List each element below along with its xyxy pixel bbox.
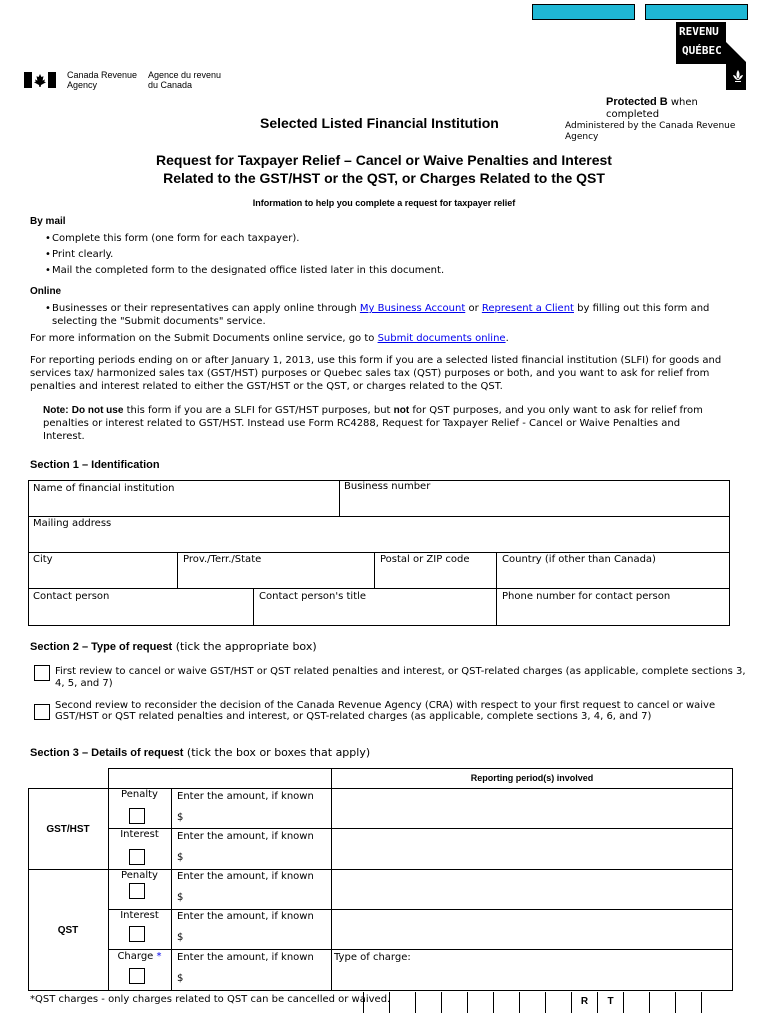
mailing-address-field[interactable] [29,531,729,551]
phone-field[interactable] [497,604,729,625]
qst-interest-label: Interest [120,910,159,921]
mail-item-1-text: • Complete this form (one form for each taxpayer). [52,233,300,244]
city-label: City [33,554,53,565]
bn-letter-t: T [597,992,623,1013]
qst-penalty-dollar: $ [177,892,184,903]
section2-heading-line [30,640,317,653]
mail-item-2-text: • Print clearly. [52,249,114,260]
qst-interest-checkbox[interactable] [129,926,145,942]
bn-acct-1 [623,992,649,1013]
type-of-charge-field[interactable] [332,965,732,990]
reporting-period-header: Reporting period(s) involved [470,773,594,783]
qst-interest-amount-field[interactable] [186,929,330,948]
gst-penalty-checkbox[interactable] [129,808,145,824]
gst-interest-period-field[interactable] [332,829,732,869]
contact-person-field[interactable] [29,604,252,625]
type-of-charge-label: Type of charge: [334,952,411,963]
mail-item-1 [45,232,299,245]
gst-penalty-dollar: $ [177,812,184,823]
gst-interest-label: Interest [120,829,159,840]
section2-heading: Section 2 – Type of request [30,641,173,653]
details-col-type-divider [171,788,172,991]
section2-heading-note: (tick the appropriate box) [172,640,317,653]
id-row-divider-1 [28,516,730,517]
represent-a-client-link[interactable]: Represent a Client [481,303,574,314]
qst-penalty-period-field[interactable] [332,870,732,909]
business-number-label: Business number [344,481,431,492]
contact-title-field[interactable] [254,604,495,625]
form-title: Selected Listed Financial Institution [260,115,499,131]
qst-label: QST [57,925,79,936]
gst-penalty-label: Penalty [121,789,158,800]
online-text-b: by filling out this form and selecting the "Submit documents" service. [52,303,710,327]
note-text-a: this form if you are a SLFI for GST/HST purposes, but [123,405,394,416]
mail-item-3 [45,264,444,277]
revenu-quebec-line2: QUÉBEC [682,44,722,57]
qst-charges-footnote: *QST charges - only charges related to QST can be cancelled or waived. [30,994,391,1005]
bn-digit-2 [389,992,415,1013]
my-business-account-link[interactable]: My Business Account [359,303,466,314]
submit-documents-online-link[interactable]: Submit documents online [377,333,506,344]
qst-penalty-amount-label: Enter the amount, if known [177,871,314,882]
note-not: not [393,405,410,416]
note-label: Note: [43,405,69,416]
more-info-text-b: . [505,333,509,344]
protected-completed: completed [606,109,660,120]
bn-acct-3 [675,992,701,1013]
main-title-line2: Related to the GST/HST or the QST, or Charges Related to the QST [163,170,605,186]
qst-penalty-label: Penalty [121,870,158,881]
mail-item-2 [45,248,113,261]
first-review-checkbox[interactable] [34,665,50,681]
online-text-or: or [465,303,482,314]
gst-interest-amount-label: Enter the amount, if known [177,831,314,842]
canada-flag-icon [24,72,56,88]
bn-digit-8 [545,992,571,1013]
gst-penalty-period-field[interactable] [332,789,732,828]
id-row-divider-2 [28,552,730,553]
gst-penalty-amount-field[interactable] [186,808,330,827]
mailing-address-label: Mailing address [33,518,112,529]
bn-acct-4 [701,992,727,1013]
revenu-quebec-logo [676,22,746,90]
details-qst-row-divider-2 [108,949,733,950]
qst-penalty-amount-field[interactable] [186,889,330,908]
bn-digit-3 [415,992,441,1013]
online-item [45,302,745,328]
qst-charge-amount-field[interactable] [186,970,330,989]
by-mail-heading: By mail [30,216,66,227]
qst-charge-star: * [156,951,162,962]
phone-label: Phone number for contact person [502,591,671,602]
contact-person-label: Contact person [33,591,110,602]
country-field[interactable] [497,567,729,587]
bn-digit-4 [441,992,467,1013]
protected-when: when [670,97,698,108]
prov-field[interactable] [178,567,373,587]
name-of-fi-field[interactable] [29,495,338,515]
mail-item-3-text: • Mail the completed form to the designated office listed later in this document. [52,265,445,276]
first-review-text: First review to cancel or waive GST/HST or QST related penalties and interest, or QST-related charges (as applicable, complete sections 3, 4, 5, and 7) [55,666,746,689]
note-paragraph [43,404,703,443]
administered-by: Administered by the Canada Revenue Agency [565,121,736,142]
protected-b-line [606,96,698,108]
postal-label: Postal or ZIP code [380,554,470,565]
note-text-b: for QST purposes, and you only want to ask for relief from penalties or interest related to GST/HST. Instead use Form RC4288, Request for Taxpayer Relief - Cancel or Waive Penalties and Interest. [43,405,703,442]
more-info-line [30,333,509,344]
online-text-a: Businesses or their representatives can apply online through [52,303,360,314]
qst-interest-dollar: $ [177,932,184,943]
bn-letter-r: R [571,992,597,1013]
revenu-quebec-line1: REVENU [679,25,719,38]
gst-penalty-amount-label: Enter the amount, if known [177,791,314,802]
online-heading: Online [30,286,62,297]
more-info-text-a: For more information on the Submit Documents online service, go to [30,333,378,344]
qst-interest-amount-label: Enter the amount, if known [177,911,314,922]
qst-interest-period-field[interactable] [332,910,732,949]
gst-interest-checkbox[interactable] [129,849,145,865]
header-button-left[interactable] [532,4,635,20]
qst-charge-label [108,951,171,962]
section3-heading-line [30,746,370,759]
protected-b-label: Protected B [606,96,668,108]
contact-title-label: Contact person's title [259,591,367,602]
prov-label: Prov./Terr./State [183,554,262,565]
qst-charge-dollar: $ [177,973,184,984]
section3-heading: Section 3 – Details of request [30,747,184,759]
qst-charge-checkbox[interactable] [129,968,145,984]
reporting-paragraph: For reporting periods ending on or after January 1, 2013, use this form if you are a selected listed financial institution (SLFI) for goods and services tax/ harmonized sales tax (GST/HST) purposes or Quebec sales tax (QST) purposes or both, and you want to ask for relief from penalties and interest related to either the GST/HST or the QST, or charges related to the QST. [30,355,722,392]
gst-hst-label: GST/HST [46,824,90,835]
main-title-line1: Request for Taxpayer Relief – Cancel or Waive Penalties and Interest [156,152,612,168]
header-button-right[interactable] [645,4,748,20]
city-field[interactable] [29,567,176,587]
info-heading: Information to help you complete a request for taxpayer relief [252,198,516,208]
gst-interest-dollar: $ [177,852,184,863]
section3-heading-note: (tick the box or boxes that apply) [183,746,371,759]
second-review-text: Second review to reconsider the decision of the Canada Revenue Agency (CRA) with respect to your first request to cancel or waive GST/HST or QST related penalties and interest, or QST-related charges (as applicable, complete sections 3, 4, 6, and 7) [55,700,716,722]
second-review-checkbox[interactable] [34,704,50,720]
bn-acct-2 [649,992,675,1013]
bn-digit-6 [493,992,519,1013]
id-row-divider-3 [28,588,730,589]
qst-charge-amount-label: Enter the amount, if known [177,952,314,963]
cra-name-english: Canada Revenue Agency [67,70,138,90]
online-item-text [45,302,745,328]
qst-penalty-checkbox[interactable] [129,883,145,899]
country-label: Country (if other than Canada) [502,554,656,565]
name-of-fi-label: Name of financial institution [33,483,175,494]
qst-charge-text: Charge [117,951,154,962]
section1-heading: Section 1 – Identification [30,459,160,471]
postal-field[interactable] [375,567,495,587]
cra-name-french: Agence du revenu du Canada [148,70,222,90]
fleur-de-lis-icon [732,70,744,84]
bn-digit-5 [467,992,493,1013]
main-title [0,151,768,187]
bn-digit-7 [519,992,545,1013]
gst-interest-amount-field[interactable] [186,849,330,868]
note-do-not-use: Do not use [71,405,124,416]
